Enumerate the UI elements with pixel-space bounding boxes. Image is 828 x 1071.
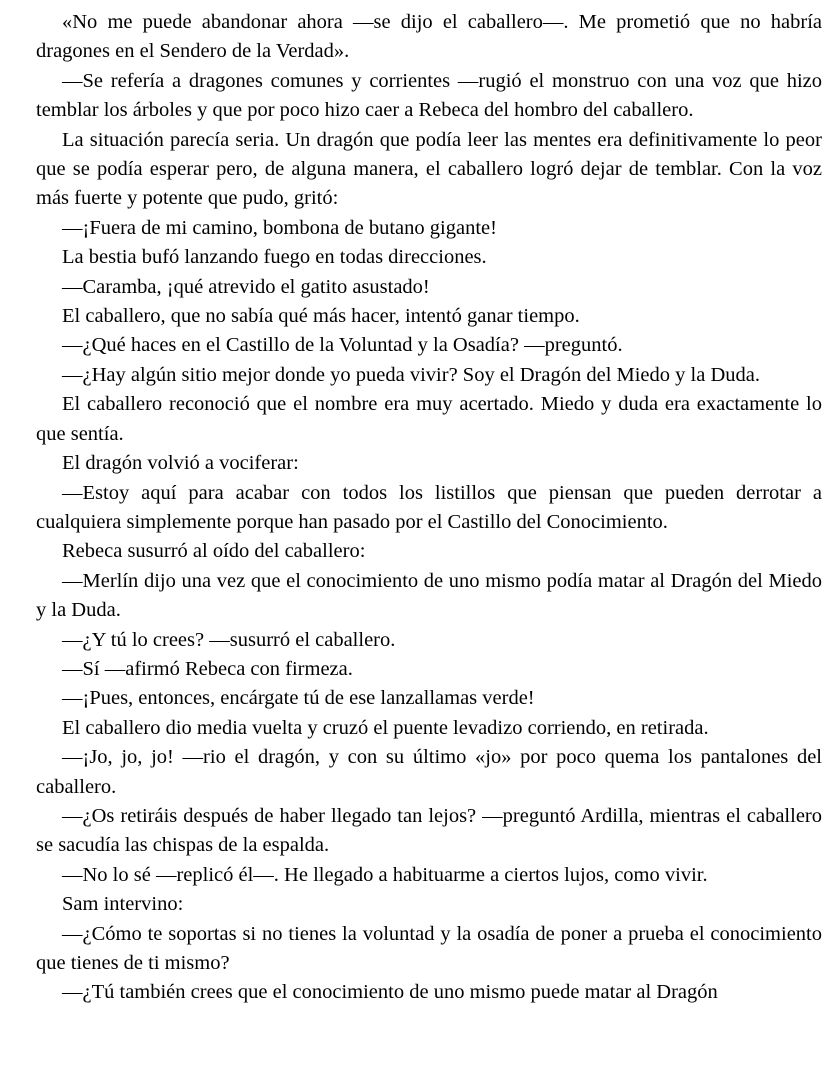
paragraph: —Merlín dijo una vez que el conocimiento de uno mismo podía matar al Dragón del Miedo y la Duda. — [36, 569, 822, 622]
paragraph: El caballero reconoció que el nombre era muy acertado. Miedo y duda era exactamente lo que sentía. — [36, 393, 822, 445]
paragraph: —Caramba, ¡qué atrevido el gatito asustado! — [62, 275, 430, 298]
paragraph: —Estoy aquí para acabar con todos los listillos que piensan que pueden derrotar a cualquiera simplemente porque han pasado por el Castillo del Conocimiento. — [36, 481, 822, 533]
paragraph: El caballero, que no sabía qué más hacer, intentó ganar tiempo. — [62, 305, 580, 328]
paragraph: La situación parecía seria. Un dragón que podía leer las mentes era definitivamente lo peor que se podía esperar pero, de alguna manera, el caballero logró dejar de temblar. Con la voz más fuerte y potente que pudo, gritó: — [36, 128, 822, 210]
paragraph: El caballero dio media vuelta y cruzó el puente levadizo corriendo, en retirada. — [62, 716, 709, 739]
paragraph: La bestia bufó lanzando fuego en todas direcciones. — [62, 246, 487, 269]
paragraph: —¿Cómo te soportas si no tienes la voluntad y la osadía de poner a prueba el conocimiento que tienes de ti mismo? — [36, 922, 822, 974]
paragraph: El dragón volvió a vociferar: — [62, 452, 299, 475]
paragraph: —No lo sé —replicó él—. He llegado a habituarme a ciertos lujos, como vivir. — [62, 863, 708, 886]
paragraph: —¿Os retiráis después de haber llegado tan lejos? —preguntó Ardilla, mientras el caballero se sacudía las chispas de la espalda. — [36, 804, 822, 857]
body-text — [36, 8, 822, 1008]
paragraph: —Se refería a dragones comunes y corrientes —rugió el monstruo con una voz que hizo temblar los árboles y que por poco hizo caer a Rebeca del hombro del caballero. — [36, 69, 822, 122]
paragraph: —¿Y tú lo crees? —susurró el caballero. — [62, 628, 396, 651]
paragraph: —¡Pues, entonces, encárgate tú de ese lanzallamas verde! — [62, 687, 535, 710]
paragraph: —Sí —afirmó Rebeca con firmeza. — [62, 657, 353, 680]
paragraph: —¿Hay algún sitio mejor donde yo pueda vivir? Soy el Dragón del Miedo y la Duda. — [62, 363, 760, 386]
paragraph: —¡Jo, jo, jo! —rio el dragón, y con su último «jo» por poco quema los pantalones del caballero. — [36, 746, 822, 798]
paragraph: —¡Fuera de mi camino, bombona de butano gigante! — [62, 216, 497, 239]
paragraph: Rebeca susurró al oído del caballero: — [62, 540, 366, 563]
paragraph: —¿Qué haces en el Castillo de la Voluntad y la Osadía? —preguntó. — [62, 334, 623, 357]
paragraph: «No me puede abandonar ahora —se dijo el caballero—. Me prometió que no habría dragones en el Sendero de la Verdad». — [36, 11, 822, 63]
paragraph: Sam intervino: — [62, 893, 184, 916]
paragraph: —¿Tú también crees que el conocimiento de uno mismo puede matar al Dragón — [62, 981, 718, 1004]
